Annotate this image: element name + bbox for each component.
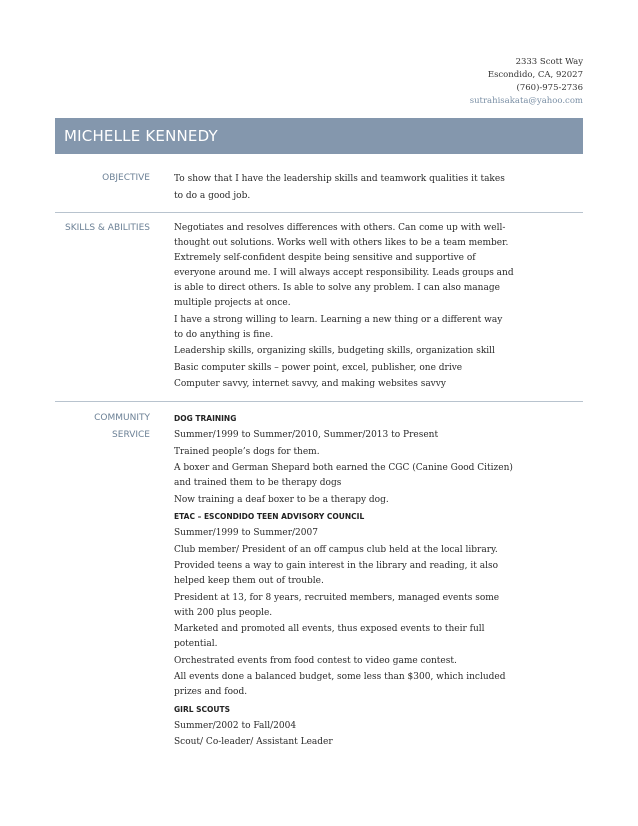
section-divider — [55, 401, 583, 402]
objective-label: OBJECTIVE — [102, 173, 150, 183]
activity-title: DOG TRAINING — [174, 414, 237, 423]
contact-email[interactable]: sutrahisakata@yahoo.com — [469, 96, 583, 106]
community-label-line1: COMMUNITY — [94, 413, 150, 423]
activity-item: Scout/ Co-leader/ Assistant Leader — [174, 737, 333, 747]
activity-item: President at 13, for 8 years, recruited members, managed events some with 200 plus people. — [174, 592, 500, 618]
skills-label: SKILLS & ABILITIES — [65, 223, 150, 233]
community-content — [174, 411, 514, 752]
community-section — [55, 410, 583, 760]
activity-item: All events done a balanced budget, some less than $300, which included prizes and food. — [174, 672, 506, 697]
activity-item: Now training a deaf boxer to be a therapy dog. — [174, 494, 389, 505]
person-name: MICHELLE KENNEDY — [64, 127, 218, 145]
contact-street: 2333 Scott Way — [515, 57, 583, 67]
activity-item: Provided teens a way to gain interest in the library and reading, it also helped keep them out of trouble. — [174, 561, 499, 586]
activity-item: Club member/ President of an off campus club held at the local library. — [174, 544, 498, 555]
activity-title: GIRL SCOUTS — [174, 704, 231, 714]
activity-item: Summer/1999 to Summer/2010, Summer/2013 to Present — [174, 430, 439, 440]
skill-item: Computer savvy, internet savvy, and making websites savvy — [174, 379, 446, 389]
name-banner — [55, 118, 583, 154]
activity-title: ETAC – ESCONDIDO TEEN ADVISORY COUNCIL — [174, 512, 365, 521]
skill-item: Leadership skills, organizing skills, budgeting skills, organization skill — [174, 346, 495, 356]
contact-info — [470, 56, 583, 108]
activity-item: Summer/2002 to Fall/2004 — [174, 720, 297, 731]
skills-section — [55, 220, 583, 395]
objective-content — [174, 171, 514, 207]
objective-text: To show that I have the leadership skills and teamwork qualities it takes to do a good job. — [174, 174, 505, 201]
activity-item: A boxer and German Shepard both earned the CGC (Canine Good Citizen) and trained them to be therapy dogs — [174, 463, 513, 488]
activity-item: Marketed and promoted all events, thus exposed events to their full potential. — [174, 624, 485, 649]
activity-item: Summer/1999 to Summer/2007 — [174, 528, 318, 538]
skill-item: Negotiates and resolves differences with others. Can come up with well-thought out solutions. Works well with others likes to be a team member. Extremely self-confident despite being sensitive and supportive of everyone around me. I will always accept responsibility. Leads groups and is able to direct others. Is able to solve any problem. I can also manage multiple projects at once. — [174, 223, 514, 308]
skills-content — [174, 221, 514, 394]
activity-item: Orchestrated events from food contest to video game contest. — [174, 655, 457, 666]
contact-phone: (760)-975-2736 — [516, 83, 583, 93]
contact-city: Escondido, CA, 92027 — [487, 70, 583, 80]
activity-item: Trained people’s dogs for them. — [174, 446, 320, 457]
skill-item: I have a strong willing to learn. Learning a new thing or a different way to do anything is fine. — [174, 314, 503, 340]
community-label-line2: SERVICE — [112, 430, 150, 440]
section-divider — [55, 212, 583, 213]
objective-section — [55, 170, 583, 210]
skill-item: Basic computer skills – power point, excel, publisher, one drive — [174, 362, 463, 373]
